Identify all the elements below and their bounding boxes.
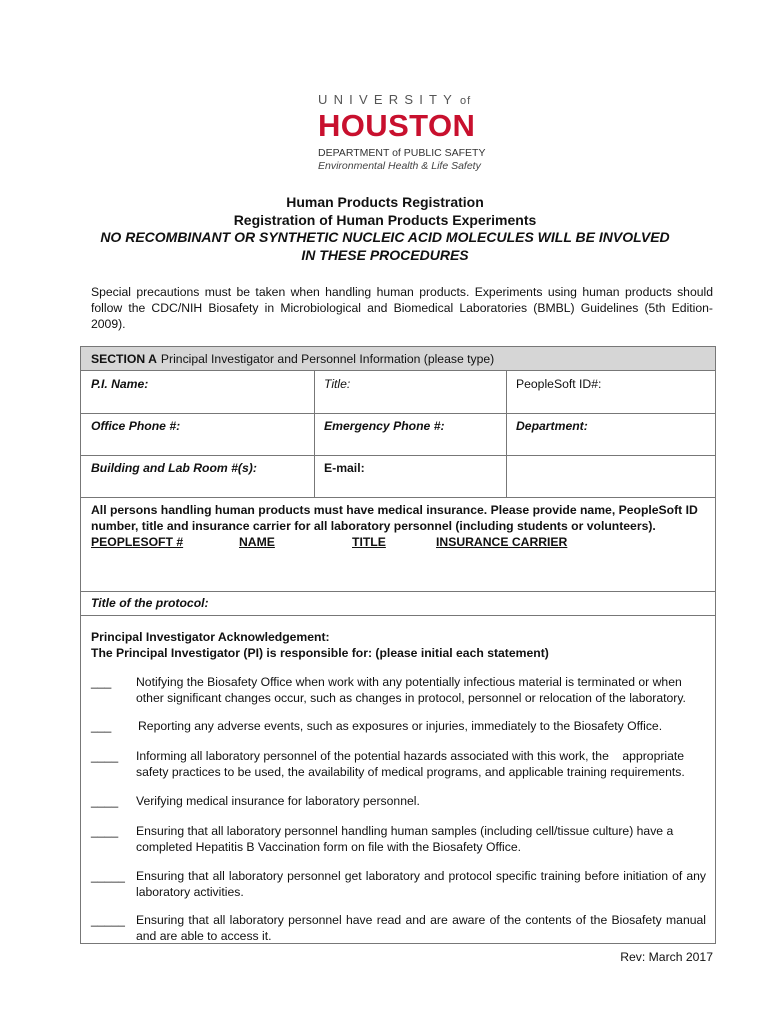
statement-text: Verifying medical insurance for laboratory personnel. — [136, 794, 420, 808]
ack-heading: Principal Investigator Acknowledgement: — [91, 630, 330, 644]
initial-blank[interactable]: ____ — [91, 824, 119, 838]
logo-of-text: of — [460, 95, 472, 107]
logo-division-text: Environmental Health & Life Safety — [318, 160, 481, 172]
ack-subheading: The Principal Investigator (PI) is responsible for: (please initial each statement) — [91, 646, 549, 660]
university-logo — [318, 92, 498, 173]
initial-blank[interactable]: _____ — [91, 869, 125, 883]
initial-blank[interactable]: ____ — [91, 794, 119, 808]
doc-warning-line-2: IN THESE PROCEDURES — [301, 246, 469, 263]
document-titles — [60, 194, 710, 264]
logo-department-text: DEPARTMENT of PUBLIC SAFETY — [318, 147, 486, 159]
registration-form — [80, 346, 716, 944]
office-phone-field[interactable]: Office Phone #: — [91, 419, 181, 433]
section-a-header — [81, 347, 715, 371]
emergency-phone-field[interactable]: Emergency Phone #: — [324, 419, 445, 433]
acknowledgement-header — [91, 629, 706, 661]
intro-paragraph: Special precautions must be taken when handling human products. Experiments using human products should follow the CDC/NIH Biosafety in Microbiological and Biomedical Laboratories (BMBL) Guidelines (5th Edition-2009). — [91, 285, 713, 331]
col-name: NAME — [239, 535, 275, 549]
row-divider — [81, 413, 715, 414]
email-field[interactable]: E-mail: — [324, 461, 365, 475]
section-a-title: Principal Investigator and Personnel Information (please type) — [160, 352, 495, 366]
row-divider — [81, 615, 715, 616]
initial-blank[interactable]: ___ — [91, 719, 112, 733]
building-room-field[interactable]: Building and Lab Room #(s): — [91, 461, 257, 475]
row-divider — [81, 497, 715, 498]
protocol-title-field[interactable]: Title of the protocol: — [91, 596, 209, 610]
doc-warning-line-1: NO RECOMBINANT OR SYNTHETIC NUCLEIC ACID MOLECULES WILL BE INVOLVED — [100, 229, 670, 245]
col-peoplesoft: PEOPLESOFT # — [91, 535, 184, 549]
col-title: TITLE — [352, 535, 386, 549]
pi-name-field[interactable]: P.I. Name: — [91, 377, 149, 391]
statement-text: Notifying the Biosafety Office when work with any potentially infectious material is terminated or when other significant changes occur, such as changes in protocol, personnel or relocation of the laboratory. — [136, 675, 686, 705]
row-divider — [81, 591, 715, 592]
statement-text: Ensuring that all laboratory personnel have read and are aware of the contents of the Biosafety manual and are able to access it. — [136, 913, 706, 943]
initial-blank[interactable]: ___ — [91, 675, 112, 689]
statement-text: Informing all laboratory personnel of the potential hazards associated with this work, the appropriate safety practices to be used, the availability of medical programs, and applicable training requirements. — [136, 749, 688, 779]
peoplesoft-id-field[interactable]: PeopleSoft ID#: — [516, 377, 602, 391]
row-divider — [81, 455, 715, 456]
doc-subtitle: Registration of Human Products Experiments — [233, 211, 537, 228]
revision-date: Rev: March 2017 — [620, 950, 713, 964]
initial-blank[interactable]: _____ — [91, 913, 125, 927]
column-divider — [506, 371, 507, 497]
logo-university-line — [318, 92, 498, 109]
doc-title: Human Products Registration — [286, 194, 484, 210]
logo-university-text: UNIVERSITY — [318, 92, 459, 107]
title-field[interactable]: Title: — [324, 377, 351, 391]
column-divider — [314, 371, 315, 497]
insurance-instructions: All persons handling human products must have medical insurance. Please provide name, PeopleSoft ID number, title and insurance carrier for all laboratory personnel (including students or volunteers). — [91, 503, 698, 533]
statement-text: Reporting any adverse events, such as exposures or injuries, immediately to the Biosafety Office. — [138, 719, 663, 733]
department-field[interactable]: Department: — [516, 419, 588, 433]
initial-blank[interactable]: ____ — [91, 749, 119, 763]
logo-houston-text: HOUSTON — [318, 108, 476, 143]
col-insurance-carrier: INSURANCE CARRIER — [436, 535, 568, 549]
section-a-label: SECTION A — [91, 352, 157, 366]
statement-text: Ensuring that all laboratory personnel handling human samples (including cell/tissue culture) have a completed Hepatitis B Vaccination form on file with the Biosafety Office. — [136, 824, 681, 854]
statement-text: Ensuring that all laboratory personnel get laboratory and protocol specific training before initiation of any laboratory activities. — [136, 869, 706, 899]
